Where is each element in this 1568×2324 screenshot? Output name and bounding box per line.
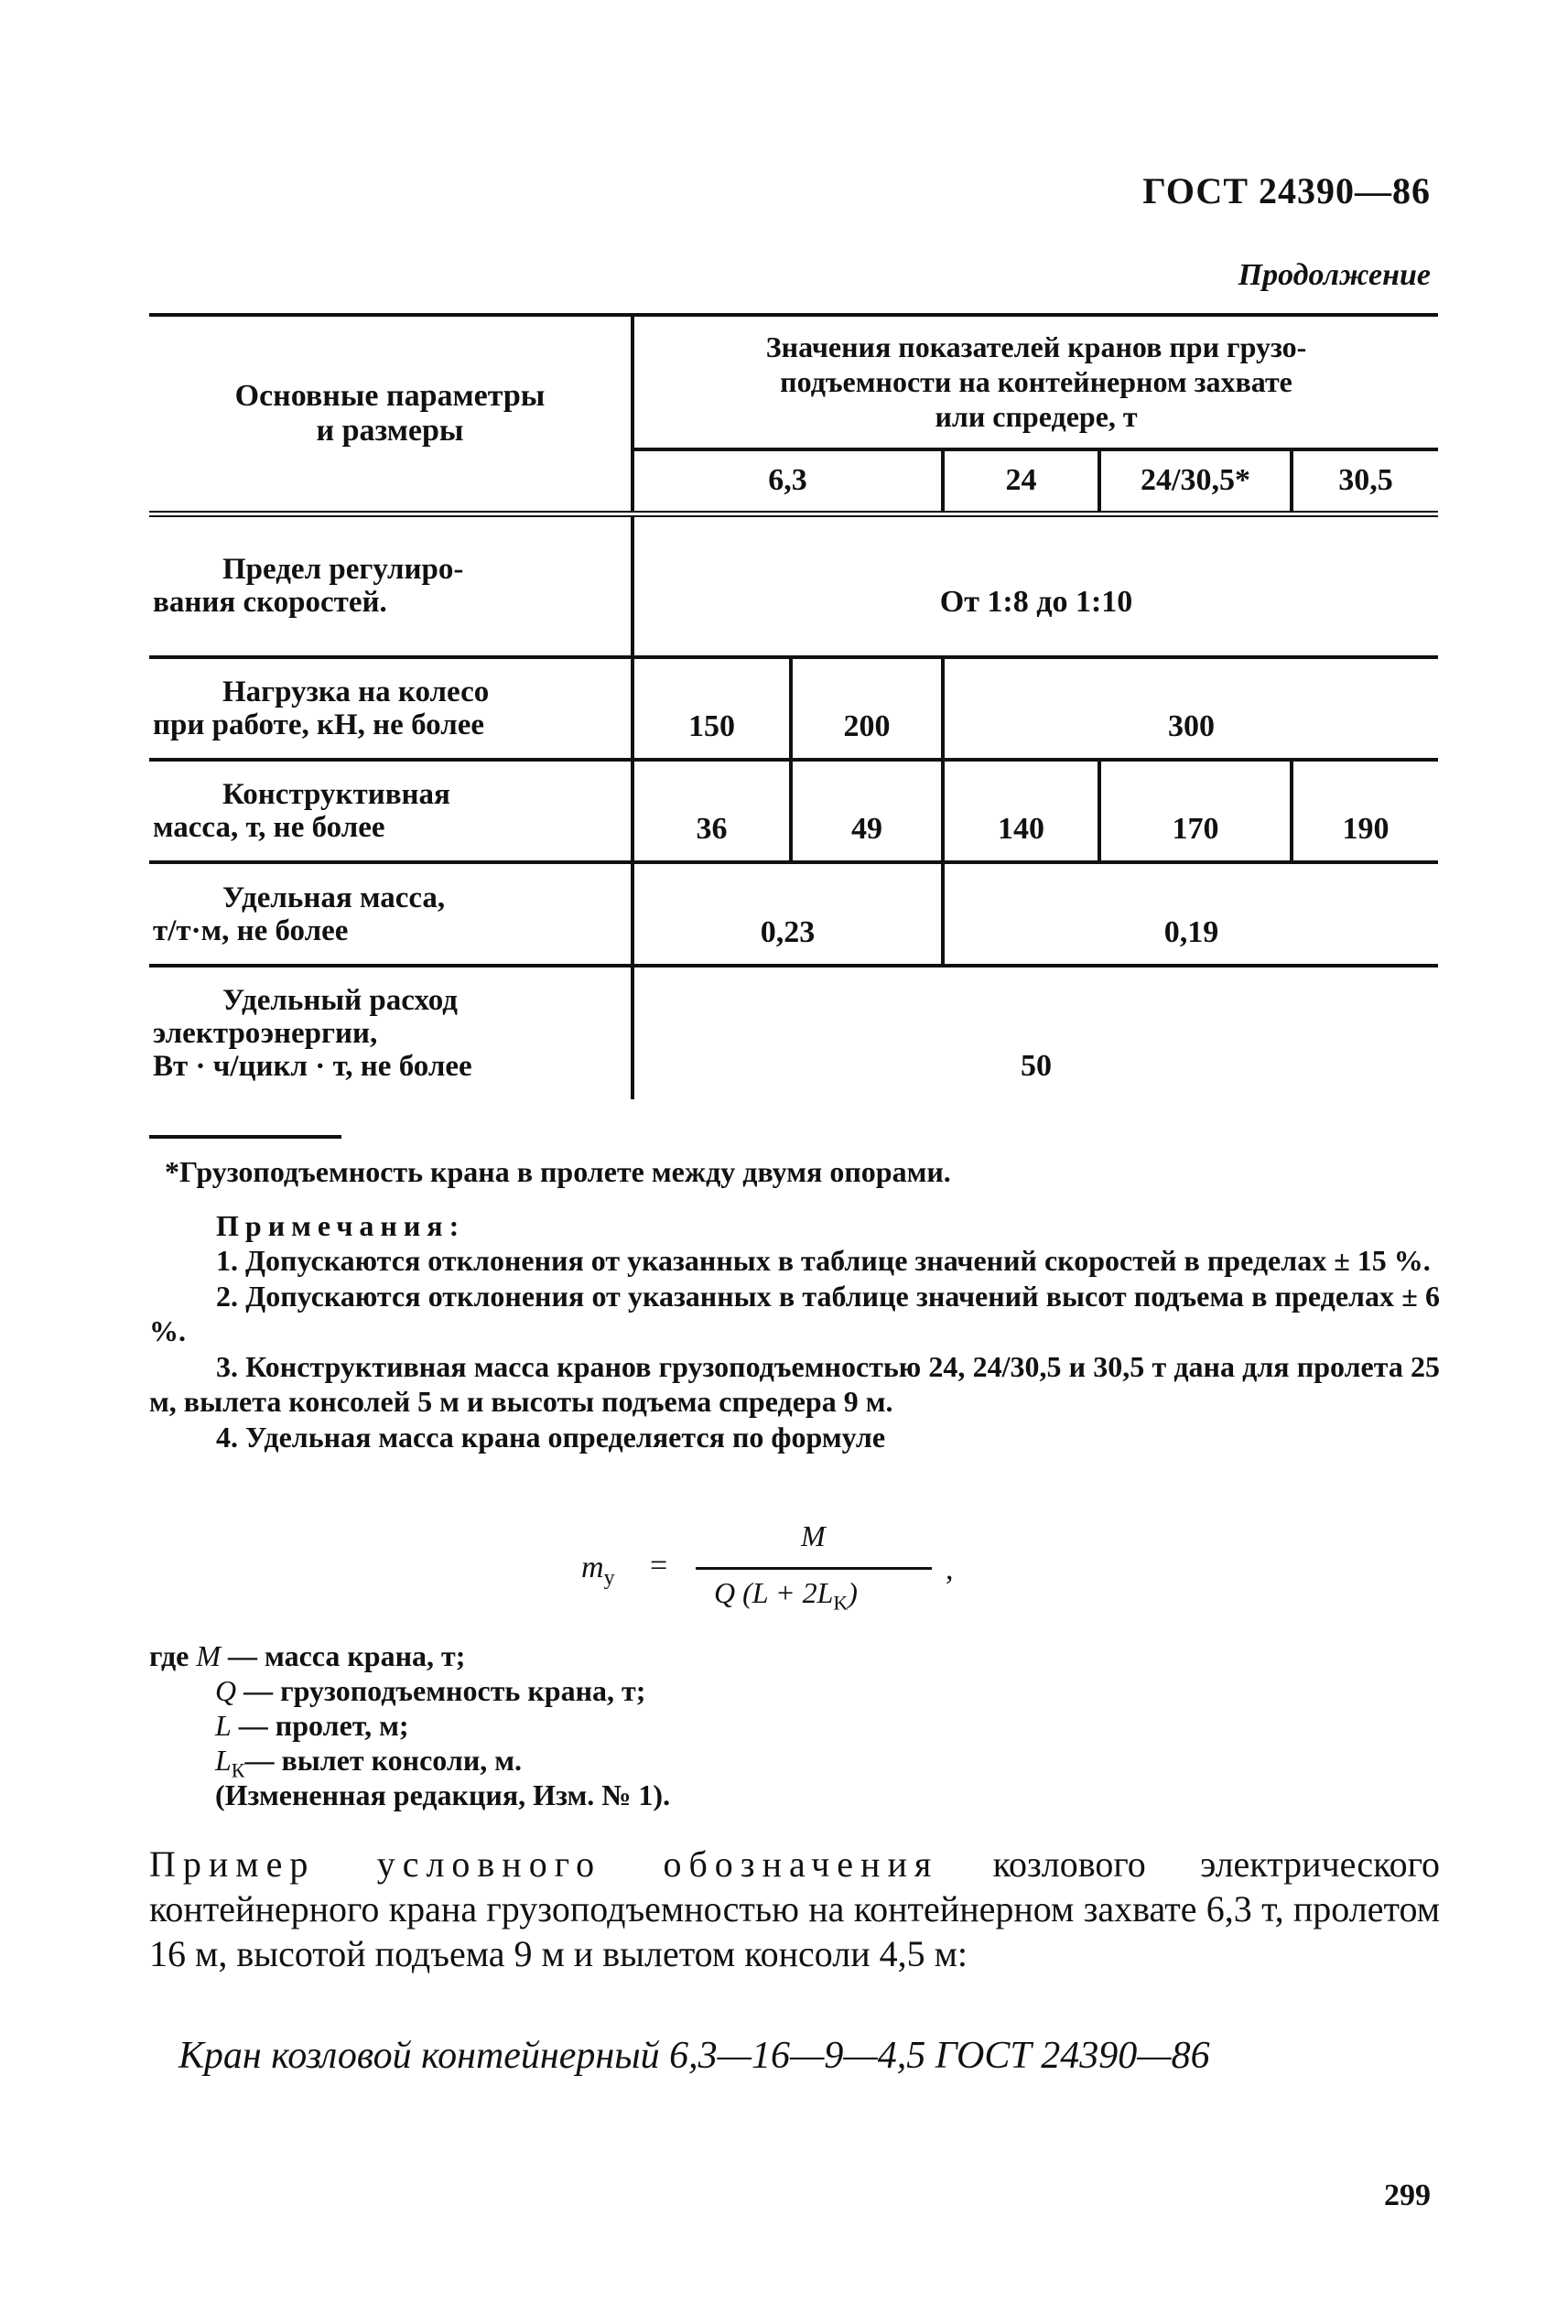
specific-mass-label-line: т/т·м, не более (153, 913, 349, 947)
definition-symbol (215, 1744, 245, 1782)
definition-symbol: Q (215, 1674, 237, 1707)
example-text: козлового электрического контейнерного крана грузоподъемностью на контейнерном захвате 6,3 т, пролетом 16 м, высотой подъема 9 м и вылетом консоли 4,5 м: (149, 1843, 1440, 1974)
specific-mass-0-19: 0,19 (943, 862, 1438, 966)
definition-text: — пролет, м; (231, 1709, 409, 1742)
specific-mass-formula (572, 1519, 1011, 1620)
definition-row (149, 1673, 670, 1708)
mass-36: 36 (633, 760, 791, 862)
definitions-prefix: где (149, 1639, 189, 1672)
formula-denominator-close: ) (848, 1576, 858, 1609)
continuation-label: Продолжение (1238, 258, 1431, 292)
table-header-row (149, 315, 1438, 449)
energy-row (149, 966, 1438, 1099)
formula-lhs-symbol: m (581, 1551, 604, 1584)
formula-equals: = (650, 1549, 668, 1583)
formula-denominator (714, 1576, 858, 1615)
footnote-rule (149, 1135, 341, 1139)
mass-row (149, 760, 1438, 862)
definition-symbol-sub: К (231, 1758, 245, 1782)
formula-denominator-sub: K (833, 1591, 849, 1615)
formula-fraction-bar (696, 1567, 932, 1570)
definition-symbol: L (215, 1709, 232, 1742)
note-item: 2. Допускаются отклонения от указанных в таблице значений высот подъема в пределах ± 6 %. (149, 1280, 1440, 1347)
wheel-load-label-line: Нагрузка на колесо (222, 676, 490, 708)
parameters-table (149, 313, 1438, 1099)
designation-example-paragraph (149, 1842, 1440, 1976)
note-item: 4. Удельная масса крана определяется по формуле (216, 1421, 886, 1454)
wheel-load-label (149, 657, 633, 760)
mass-label-line: масса, т, не более (153, 811, 385, 844)
header-values-cell (633, 315, 1438, 449)
capacity-6-3: 6,3 (633, 449, 943, 513)
header-values-line: или спредере, т (935, 400, 1138, 433)
specific-mass-label-line: Удельная масса, (222, 881, 446, 914)
wheel-load-300: 300 (943, 657, 1438, 760)
capacity-24-30-5: 24/30,5* (1099, 449, 1292, 513)
example-spaced-heading: Пример условного обозначения (149, 1843, 939, 1885)
energy-value: 50 (633, 966, 1438, 1099)
gost-number: ГОСТ 24390—86 (1142, 170, 1431, 211)
formula-lhs (581, 1551, 615, 1591)
formula-comma: , (946, 1552, 954, 1586)
formula-lhs-sub: y (603, 1565, 615, 1590)
note-item: 3. Конструктивная масса кранов грузоподъемностью 24, 24/30,5 и 30,5 т дана для пролета 25 м, вылета консолей 5 м и высоты подъема спредера 9 м. (149, 1350, 1440, 1418)
definition-row (149, 1743, 670, 1782)
mass-190: 190 (1292, 760, 1438, 862)
mass-label-line: Конструктивная (222, 778, 450, 811)
energy-label-line: Вт · ч/цикл · т, не более (153, 1050, 472, 1083)
edition-note: (Измененная редакция, Изм. № 1). (215, 1778, 671, 1811)
specific-mass-0-23: 0,23 (633, 862, 943, 966)
note-item: 1. Допускаются отклонения от указанных в таблице значений скоростей в пределах ± 15 %. (216, 1244, 1431, 1277)
header-values-line: Значения показателей кранов при грузо- (765, 330, 1307, 363)
definition-text: — вылет консоли, м. (244, 1744, 523, 1777)
mass-49: 49 (791, 760, 943, 862)
wheel-load-label-line: при работе, кН, не более (153, 708, 485, 741)
speed-label (149, 513, 633, 657)
definition-symbol-main: L (215, 1744, 232, 1777)
page-number: 299 (1384, 2178, 1431, 2212)
mass-label (149, 760, 633, 862)
specific-mass-label (149, 862, 633, 966)
wheel-load-200: 200 (791, 657, 943, 760)
speed-row (149, 513, 1438, 657)
header-values-line: подъемности на контейнерном захвате (780, 365, 1292, 398)
energy-label-line: электроэнергии, (153, 1017, 378, 1050)
definition-row (149, 1708, 670, 1743)
mass-140: 140 (943, 760, 1099, 862)
speed-value: От 1:8 до 1:10 (633, 513, 1438, 657)
formula-denominator-main: Q (L + 2L (714, 1576, 834, 1609)
definitions-block (149, 1638, 670, 1812)
energy-label (149, 966, 633, 1099)
definition-text: — грузоподъемность крана, т; (236, 1674, 646, 1707)
speed-label-line: вания скоростей. (153, 586, 387, 620)
capacity-24: 24 (943, 449, 1099, 513)
notes-title: Примечания: (216, 1209, 466, 1242)
header-params-line: и размеры (316, 413, 464, 448)
definition-text: — масса крана, т; (220, 1639, 466, 1672)
speed-label-line: Предел регулиро- (222, 553, 464, 587)
wheel-load-150: 150 (633, 657, 791, 760)
formula-numerator: M (801, 1519, 826, 1552)
mass-170: 170 (1099, 760, 1292, 862)
designation-example: Кран козловой контейнерный 6,3—16—9—4,5 ГОСТ 24390—86 (178, 2035, 1210, 2077)
specific-mass-row (149, 862, 1438, 966)
definition-row (149, 1638, 670, 1673)
header-params-cell (149, 315, 633, 513)
definition-symbol: M (196, 1639, 221, 1672)
notes-block (149, 1208, 1440, 1454)
wheel-load-row (149, 657, 1438, 760)
capacity-30-5: 30,5 (1292, 449, 1438, 513)
header-params-line: Основные параметры (234, 378, 546, 413)
energy-label-line: Удельный расход (222, 984, 458, 1017)
footnote: *Грузоподъемность крана в пролете между двумя опорами. (165, 1155, 951, 1188)
